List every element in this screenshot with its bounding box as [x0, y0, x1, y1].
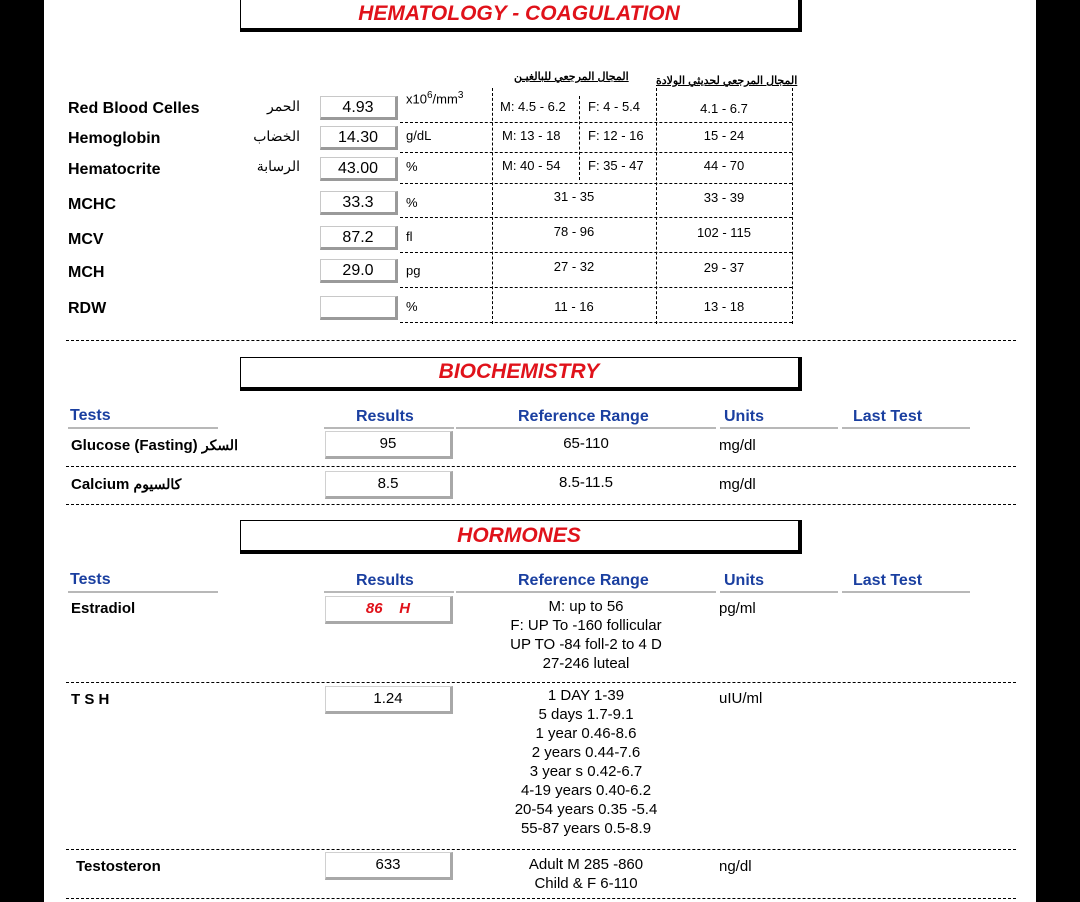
- mcv-label: MCV: [68, 231, 104, 248]
- mch-ref-adult: 27 - 32: [553, 259, 595, 274]
- glucose-name: Glucose (Fasting): [71, 437, 198, 454]
- mcv-value: 87.2: [320, 226, 398, 250]
- section-divider: [66, 504, 1016, 505]
- testosteron-reference: [456, 855, 716, 893]
- mchc-ref-adult: 31 - 35: [553, 189, 595, 204]
- calcium-label: [71, 476, 181, 493]
- bio-header-results: Results: [356, 408, 414, 425]
- estradiol-result: [325, 596, 453, 624]
- hemoglobin-ref-newborn: 15 - 24: [703, 128, 745, 143]
- hematocrite-ref-f: F: 35 - 47: [588, 158, 644, 173]
- calcium-reference: 8.5-11.5: [559, 474, 613, 491]
- heme-col-sep-1: [492, 88, 493, 324]
- glucose-label: [71, 437, 238, 454]
- heme-row-line: [400, 322, 792, 323]
- calcium-name: Calcium: [71, 476, 130, 493]
- hematocrite-unit: %: [406, 159, 418, 174]
- mchc-label: MCHC: [68, 196, 116, 213]
- testosteron-label: Testosteron: [76, 858, 161, 875]
- bio-header-line: [720, 427, 838, 429]
- testosteron-ref-line: Child & F 6-110: [534, 875, 638, 892]
- tsh-ref-line: 2 years 0.44-7.6: [531, 744, 641, 761]
- rbc-ref-m: M: 4.5 - 6.2: [500, 99, 566, 114]
- testosteron-ref-line: Adult M 285 -860: [528, 856, 644, 873]
- heme-row-line: [400, 152, 792, 153]
- mcv-ref-adult: 78 - 96: [553, 224, 595, 239]
- mchc-ref-newborn: 33 - 39: [703, 190, 745, 205]
- hemoglobin-ref-m: M: 13 - 18: [502, 128, 561, 143]
- glucose-reference: 65-110: [563, 435, 609, 452]
- mch-value: 29.0: [320, 259, 398, 283]
- bio-row-line: [66, 466, 1016, 467]
- report-page: [44, 0, 1036, 902]
- bio-header-line: [68, 427, 218, 429]
- bio-header-reference: Reference Range: [518, 408, 649, 425]
- hemoglobin-value: 14.30: [320, 126, 398, 150]
- hormones-row-line: [66, 849, 1016, 850]
- hormones-header-tests: Tests: [70, 571, 111, 588]
- mchc-unit: %: [406, 195, 418, 210]
- estradiol-ref-line: UP TO -84 foll-2 to 4 D: [510, 636, 662, 653]
- hematocrite-arabic: الرسابة: [256, 158, 300, 174]
- rdw-label: RDW: [68, 300, 107, 317]
- hemoglobin-ref-f: F: 12 - 16: [588, 128, 644, 143]
- calcium-arabic: كالسيوم: [133, 476, 182, 492]
- hematocrite-ref-newborn: 44 - 70: [703, 158, 745, 173]
- rdw-unit: %: [406, 299, 418, 314]
- tsh-result: 1.24: [325, 686, 453, 714]
- hormones-header-line: [68, 591, 218, 593]
- hormones-header-line: [456, 591, 716, 593]
- estradiol-ref-line: F: UP To -160 follicular: [510, 617, 662, 634]
- estradiol-ref-line: M: up to 56: [548, 598, 624, 615]
- estradiol-value: 86: [365, 600, 383, 617]
- tsh-ref-line: 1 year 0.46-8.6: [535, 725, 637, 742]
- hormones-row-line: [66, 682, 1016, 683]
- hormones-header-line: [324, 591, 454, 593]
- hematocrite-ref-m: M: 40 - 54: [502, 158, 561, 173]
- rbc-ref-newborn: 4.1 - 6.7: [700, 101, 748, 116]
- tsh-units: uIU/ml: [719, 690, 763, 707]
- calcium-result: 8.5: [325, 471, 453, 499]
- estradiol-ref-line: 27-246 luteal: [542, 655, 630, 672]
- hormones-header-results: Results: [356, 572, 414, 589]
- mcv-ref-newborn: 102 - 115: [697, 225, 751, 240]
- heme-col-sep-3: [792, 88, 793, 324]
- mch-label: MCH: [68, 264, 105, 281]
- ref-adult-header: المجال المرجعي للبالغيـن: [514, 71, 629, 83]
- tsh-label: T S H: [71, 691, 110, 708]
- tsh-ref-line: 1 DAY 1-39: [547, 687, 625, 704]
- heme-row-line: [400, 183, 792, 184]
- tsh-ref-line: 20-54 years 0.35 -5.4: [514, 801, 658, 818]
- tsh-ref-line: 4-19 years 0.40-6.2: [520, 782, 652, 799]
- hormones-header-reference: Reference Range: [518, 572, 649, 589]
- bio-header-last: Last Test: [853, 408, 923, 425]
- hormones-header-line: [720, 591, 838, 593]
- hematocrite-label: Hematocrite: [68, 161, 161, 178]
- estradiol-label: Estradiol: [71, 600, 136, 617]
- hormones-row-line: [66, 898, 1016, 899]
- heme-col-sep-mf1: [579, 96, 580, 180]
- hormones-header-line: [842, 591, 970, 593]
- rbc-label: Red Blood Celles: [68, 100, 200, 117]
- rbc-value: 4.93: [320, 96, 398, 120]
- calcium-units: mg/dl: [719, 476, 756, 493]
- hormones-header-last: Last Test: [853, 572, 923, 589]
- hemoglobin-label: Hemoglobin: [68, 130, 161, 147]
- tsh-ref-line: 55-87 years 0.5-8.9: [520, 820, 652, 837]
- rbc-unit: $x10^6/mm^3$: [406, 90, 464, 107]
- section-divider: [66, 340, 1016, 341]
- glucose-units: mg/dl: [719, 437, 756, 454]
- hormones-header-units: Units: [724, 572, 764, 589]
- mcv-unit: fl: [406, 229, 413, 244]
- bio-header-units: Units: [724, 408, 764, 425]
- rbc-ref-f: F: 4 - 5.4: [588, 99, 641, 114]
- hemoglobin-arabic: الخضاب: [253, 128, 300, 144]
- tsh-reference: [456, 686, 716, 838]
- heme-col-sep-2: [656, 88, 657, 324]
- rdw-ref-adult: 11 - 16: [554, 299, 594, 314]
- glucose-arabic: السكر: [201, 437, 238, 453]
- ref-newborn-header: المجال المرجعي لحديثي الولادة: [656, 75, 798, 87]
- bio-header-line: [842, 427, 970, 429]
- glucose-result: 95: [325, 431, 453, 459]
- testosteron-units: ng/dl: [719, 858, 752, 875]
- heme-row-line: [400, 217, 792, 218]
- estradiol-flag: H: [399, 600, 411, 617]
- tsh-ref-line: 3 year s 0.42-6.7: [529, 763, 643, 780]
- hematology-title: HEMATOLOGY - COAGULATION: [358, 2, 680, 25]
- biochemistry-title: BIOCHEMISTRY: [438, 360, 600, 383]
- rbc-arabic: الحمر: [266, 98, 300, 114]
- testosteron-result: 633: [325, 852, 453, 880]
- heme-row-line: [400, 122, 792, 123]
- heme-row-line: [400, 287, 792, 288]
- hemoglobin-unit: g/dL: [406, 128, 432, 143]
- estradiol-units: pg/ml: [719, 600, 756, 617]
- mch-ref-newborn: 29 - 37: [703, 260, 745, 275]
- rdw-value: [320, 296, 398, 320]
- rdw-ref-newborn: 13 - 18: [703, 299, 745, 314]
- heme-row-line: [400, 252, 792, 253]
- bio-header-tests: Tests: [70, 407, 111, 424]
- tsh-ref-line: 5 days 1.7-9.1: [538, 706, 634, 723]
- mchc-value: 33.3: [320, 191, 398, 215]
- bio-header-line: [456, 427, 716, 429]
- hormones-title: HORMONES: [457, 524, 581, 547]
- bio-header-line: [324, 427, 454, 429]
- estradiol-reference: [456, 597, 716, 673]
- mch-unit: pg: [406, 263, 421, 278]
- hematocrite-value: 43.00: [320, 157, 398, 181]
